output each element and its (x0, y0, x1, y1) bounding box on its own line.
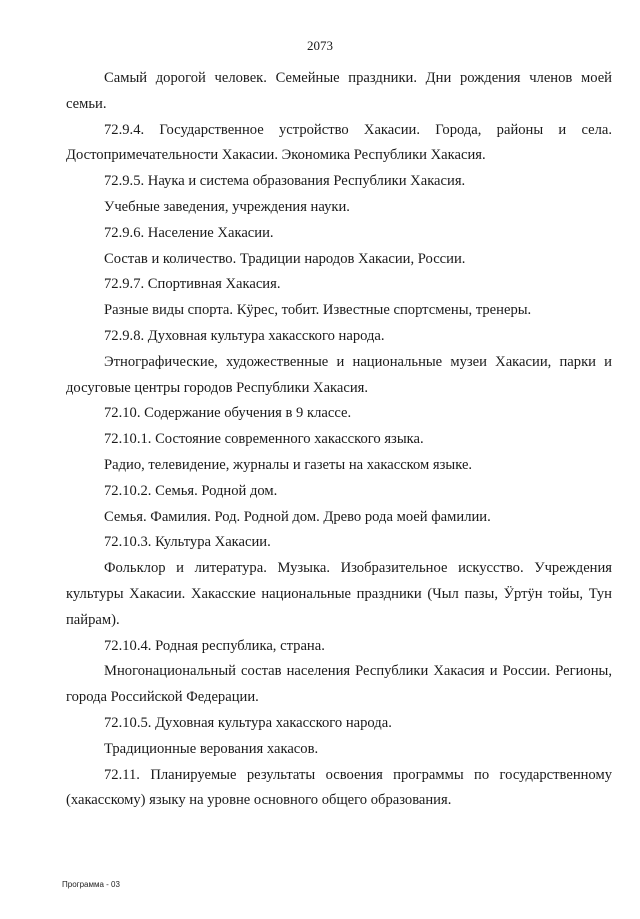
document-body (66, 66, 612, 814)
paragraph: 72.9.7. Спортивная Хакасия. (104, 276, 281, 293)
paragraph: Семья. Фамилия. Род. Родной дом. Древо рода моей фамилии. (104, 508, 491, 525)
paragraph: 72.10. Содержание обучения в 9 классе. (104, 405, 352, 422)
paragraph: Традиционные верования хакасов. (104, 740, 319, 757)
paragraph: Учебные заведения, учреждения науки. (104, 198, 350, 215)
paragraph: Этнографические, художественные и национальные музеи Хакасии, парки и досуговые центры городов Республики Хакасия. (66, 353, 612, 396)
paragraph: Разные виды спорта. Кӱрес, тобит. Известные спортсмены, тренеры. (104, 302, 532, 319)
paragraph: 72.10.1. Состояние современного хакасского языка. (104, 431, 424, 448)
paragraph: 72.9.6. Население Хакасии. (104, 224, 274, 241)
paragraph: 72.10.2. Семья. Родной дом. (104, 482, 278, 499)
paragraph: Многонациональный состав населения Республики Хакасия и России. Регионы, города Российской Федерации. (66, 663, 612, 706)
paragraph: Радио, телевидение, журналы и газеты на хакасском языке. (104, 456, 473, 473)
page-number: 2073 (307, 38, 333, 53)
paragraph: 72.10.3. Культура Хакасии. (104, 534, 271, 551)
paragraph: 72.9.8. Духовная культура хакасского народа. (104, 327, 385, 344)
paragraph: Самый дорогой человек. Семейные праздники. Дни рождения членов моей семьи. (66, 70, 612, 112)
paragraph: 72.10.4. Родная республика, страна. (104, 637, 325, 654)
paragraph: 72.11. Планируемые результаты освоения программы по государственному (хакасскому) языку на уровне основного общего образования. (66, 766, 612, 809)
footer-program-label: Программа - 03 (62, 880, 120, 889)
paragraph: 72.9.5. Наука и система образования Республики Хакасия. (104, 173, 466, 190)
paragraph: Фольклор и литература. Музыка. Изобразительное искусство. Учреждения культуры Хакасии. Хакасские национальные праздники (Чыл пазы, Ӱртӱн тойы, Тун пайрам). (66, 560, 612, 628)
paragraph: Состав и количество. Традиции народов Хакасии, России. (104, 250, 466, 267)
paragraph: 72.9.4. Государственное устройство Хакасии. Города, районы и села. Достопримечательности Хакасии. Экономика Республики Хакасия. (66, 121, 612, 164)
paragraph: 72.10.5. Духовная культура хакасского народа. (104, 714, 392, 731)
